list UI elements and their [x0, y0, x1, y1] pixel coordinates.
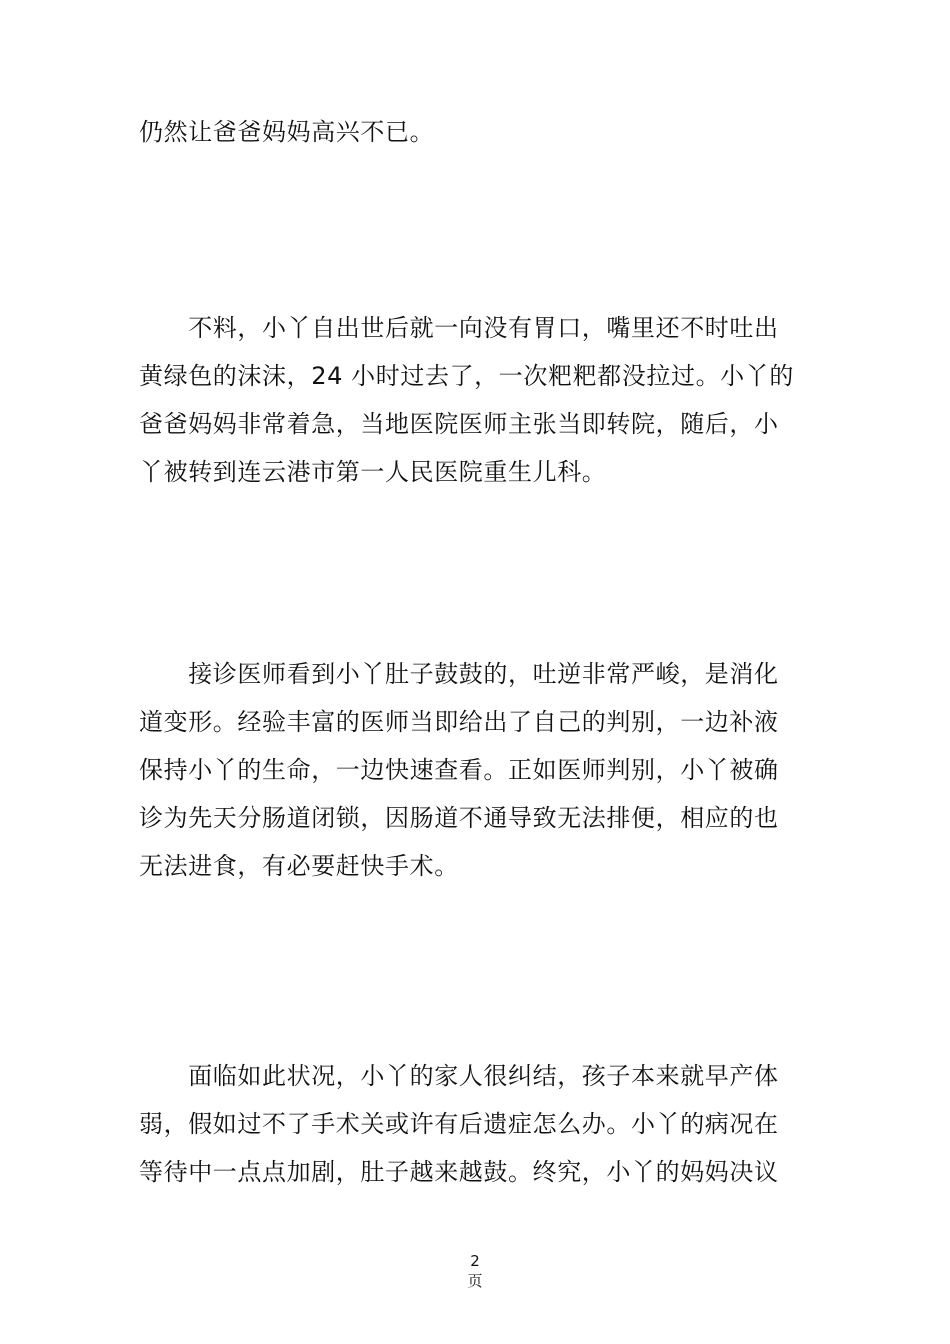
paragraph-3	[139, 650, 819, 890]
page-number-unit: 页	[467, 1272, 483, 1290]
text-line: 黄绿色的沫沫，24 小时过去了，一次粑粑都没拉过。小丫的	[139, 362, 794, 390]
text-line: 诊为先天分肠道闭锁，因肠道不通导致无法排便，相应的也	[139, 804, 779, 832]
paragraph-2	[139, 304, 819, 496]
text-line: 面临如此状况，小丫的家人很纠结，孩子本来就早产体	[139, 1062, 779, 1090]
text-line: 等待中一点点加剧，肚子越来越鼓。终究，小丫的妈妈决议	[139, 1158, 779, 1186]
paragraph-1	[139, 108, 819, 156]
text-line: 无法进食，有必要赶快手术。	[139, 852, 459, 880]
text-line: 道变形。经验丰富的医师当即给出了自己的判别，一边补液	[139, 708, 779, 736]
text-line: 保持小丫的生命，一边快速查看。正如医师判别，小丫被确	[139, 756, 779, 784]
text-line: 仍然让爸爸妈妈高兴不已。	[139, 118, 435, 146]
paragraph-4	[139, 1052, 819, 1196]
text-line: 接诊医师看到小丫肚子鼓鼓的，吐逆非常严峻，是消化	[139, 660, 779, 688]
page-number: 2	[470, 1252, 480, 1270]
text-line: 不料，小丫自出世后就一向没有胃口，嘴里还不时吐出	[139, 314, 779, 342]
text-line: 弱，假如过不了手术关或许有后遗症怎么办。小丫的病况在	[139, 1110, 779, 1138]
text-line: 爸爸妈妈非常着急，当地医院医师主张当即转院，随后，小	[139, 410, 779, 438]
text-line: 丫被转到连云港市第一人民医院重生儿科。	[139, 458, 607, 486]
